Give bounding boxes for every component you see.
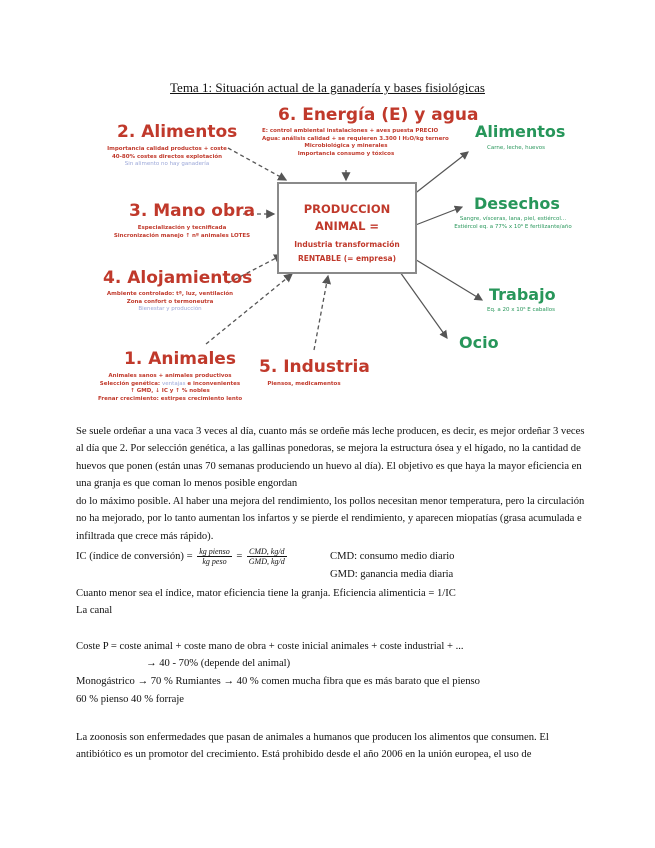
canal-line: La canal (76, 605, 113, 616)
animales-note2 (98, 381, 242, 389)
coste-percent-line: → 40 - 70% (depende del animal) (146, 658, 291, 669)
animales-title: 1. Animales (124, 349, 236, 369)
mano-obra-note2: Sincronización manejo ↑ nº animales LOTES (113, 232, 251, 239)
gmd-definition: GMD: ganancia media diaria (330, 569, 454, 580)
energia-note2: Agua: análisis calidad + se requieren 3.300 l H₂O/kg ternero (262, 135, 449, 142)
ic-fraction-1-num: kg pienso (199, 547, 230, 556)
pienso-forraje-line: 60 % pienso 40 % forraje (76, 694, 184, 705)
energia-note1: E: control ambiental instalaciones + aves puesta PRECIO (262, 128, 439, 134)
desechos-note1: Sangre, vísceras, lana, piel, estiércol... (459, 216, 567, 222)
alimentos-input-notes (102, 146, 232, 169)
trabajo-title: Trabajo (489, 285, 556, 304)
animales-note3: ↑ GMD, ↓ IC y ↑ % nobles (130, 388, 210, 394)
energia-note4: Importancia consumo y tóxicos (297, 150, 395, 157)
industria-title: 5. Industria (259, 357, 370, 377)
alojamientos-note2: Zona confort o termoneutra (126, 298, 214, 305)
energia-notes (262, 128, 449, 158)
trabajo-note1: Eq. a 20 x 10⁶ E caballos (486, 307, 556, 313)
alimentos-input-note1: Importancia calidad productos + coste (107, 146, 227, 152)
paragraph-zoonosis: La zoonosis son enfermedades que pasan de animales a humanos que producen los alimentos que consumen. El antibiótico es un promotor del crecimiento. Está prohibido desde el año 2006 en la unión europea, el uso de (76, 732, 549, 761)
coste-line: Coste P = coste animal + coste mano de obra + coste inicial animales + coste industrial + ... (76, 641, 464, 652)
alojamientos-note1: Ambiente controlado: tª, luz, ventilación (106, 291, 234, 297)
center-line2: ANIMAL = (314, 219, 380, 233)
alimentos-input-note2: 40-80% costes directos explotación (111, 153, 223, 160)
desechos-title: Desechos (474, 194, 560, 213)
ic-equals: = (236, 550, 243, 562)
arrow-trabajo-out (413, 258, 482, 300)
alimentos-output-note1: Carne, leche, huevos (487, 145, 545, 151)
paragraph-ordeno: Se suele ordeñar a una vaca 3 veces al día, cuanto más se ordeñe más leche producen, es decir, es mejor ordeñar 3 veces al día que 2. Por selección genética, a las gallinas ponedoras, se mejora la estructura ósea y el hígado, no la cantidad de huevos que ponen (están unas 70 semanas produciendo un huevo al día). El objetivo es que haya la mayor eficiencia en una granja es que coman lo menos posible engordan (76, 426, 585, 490)
ic-label: IC (índice de conversión) = (76, 550, 193, 562)
ic-formula (76, 547, 289, 566)
ocio-title: Ocio (459, 333, 499, 352)
energia-note3: Microbiológica y minerales (304, 143, 388, 149)
arrow-industria-in (314, 276, 328, 350)
alojamientos-title: 4. Alojamientos (103, 268, 253, 288)
trabajo-notes (478, 307, 564, 315)
ic-fraction-2-den: GMD, kg/d (248, 557, 285, 566)
alojamientos-notes (98, 291, 242, 314)
animales-notes (98, 373, 242, 403)
desechos-note2: Estiércol eq. a 77% x 10⁶ E fertilizante/año (454, 223, 572, 230)
animales-note1: Animales sanos + animales productivos (108, 373, 232, 379)
animales-note4: Frenar crecimiento: estirpes crecimiento lento (98, 395, 243, 402)
industria-notes (256, 381, 352, 389)
mano-obra-notes (106, 225, 258, 240)
alimentos-output-notes (476, 145, 556, 153)
ic-note: Cuanto menor sea el índice, mator eficiencia tiene la granja. Eficiencia alimenticia = 1/IC (76, 588, 456, 599)
desechos-notes (448, 216, 578, 231)
mano-obra-title: 3. Mano obra (129, 201, 255, 221)
alimentos-input-note3: Sin alimento no hay ganadería (124, 161, 210, 167)
ic-fraction-1-den: kg peso (202, 557, 227, 566)
cmd-definition: CMD: consumo medio diario (330, 551, 455, 562)
animales-note2-b: e inconvenientes (185, 380, 241, 387)
monogastrico-line: Monogástrico → 70 % Rumiantes → 40 % comen mucha fibra que es más barato que el pienso (76, 676, 480, 687)
arrow-ocio-out (400, 272, 447, 338)
center-production-box (277, 182, 417, 274)
alimentos-output-title: Alimentos (475, 122, 566, 141)
energia-title: 6. Energía (E) y agua (278, 105, 479, 125)
production-diagram (0, 0, 655, 420)
center-line3: Industria transformación (294, 240, 400, 249)
center-line1: PRODUCCION (303, 202, 391, 216)
ic-fraction-2-num: CMD, kg/d (248, 547, 285, 556)
industria-note1: Piensos, medicamentos (267, 381, 341, 387)
arrow-alimentos-out (413, 152, 468, 195)
mano-obra-note1: Especialización y tecnificada (137, 225, 227, 231)
alojamientos-note3: Bienestar y producción (138, 306, 202, 312)
ic-fraction-1 (197, 547, 231, 566)
animales-note2-faint: ventajas (162, 380, 186, 387)
animales-note2-a: Selección genética: (99, 380, 163, 387)
center-line4: RENTABLE (= empresa) (297, 254, 397, 263)
page-title: Tema 1: Situación actual de la ganadería y bases fisiológicas (170, 80, 485, 95)
paragraph-rendimiento: do lo máximo posible. Al haber una mejora del rendimiento, los pollos necesitan menor temperatura, pero la circulación no ha mejorado, por lo tanto aumentan los infartos y se pierde el rendimiento, y aparecen miopatías (grasa acumulada e infiltrada que crece más rápido). (76, 496, 585, 542)
ic-fraction-2 (247, 547, 287, 566)
alimentos-input-title: 2. Alimentos (117, 122, 238, 142)
